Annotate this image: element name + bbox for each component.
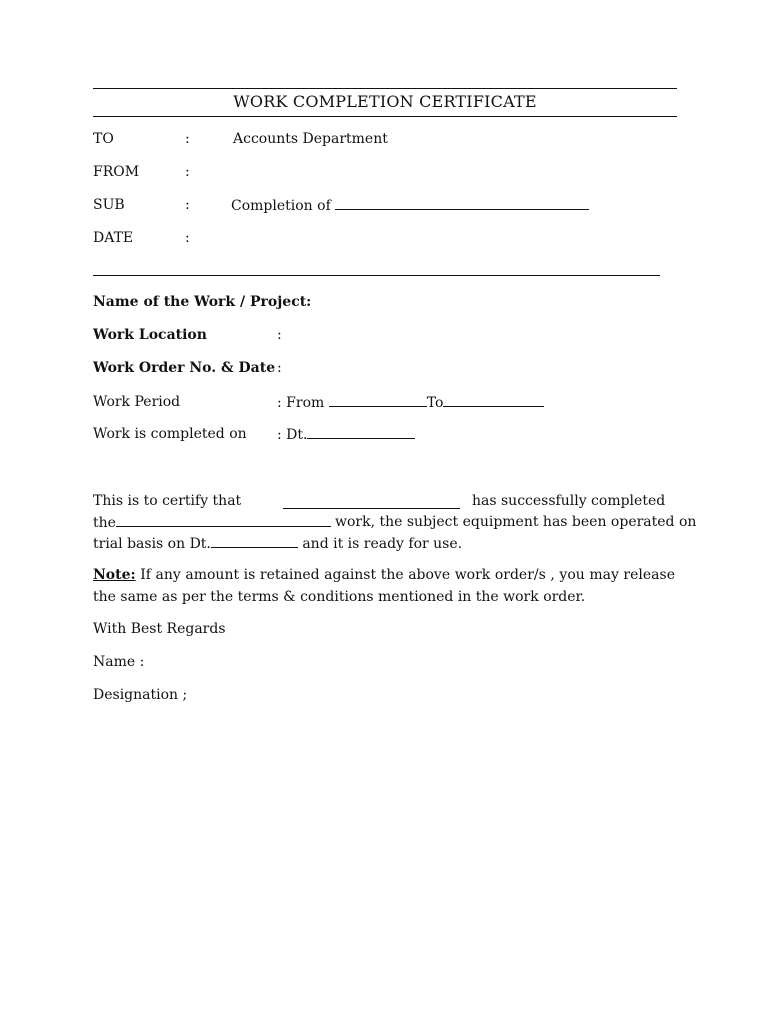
note-label: Note: (93, 567, 136, 583)
sub-value (231, 195, 589, 216)
certify-ready: and it is ready for use. (302, 536, 463, 552)
project-label: Name of the Work / Project: (93, 294, 312, 310)
date-label: DATE (93, 230, 134, 246)
title-top-rule (93, 88, 677, 89)
from-colon: : (185, 164, 190, 180)
location-colon: : (277, 327, 282, 343)
completed-dt: : Dt. (277, 427, 308, 443)
certify-line-1-end: has successfully completed (472, 493, 666, 509)
separator-line (93, 275, 660, 276)
certify-name-blank (283, 494, 460, 509)
period-range (277, 392, 544, 413)
completed-label: Work is completed on (93, 426, 247, 442)
sub-colon: : (185, 197, 190, 213)
name-line: Name : (93, 654, 145, 670)
sub-value-text: Completion of (231, 198, 331, 214)
document-title: WORK COMPLETION CERTIFICATE (233, 92, 537, 111)
certify-the: the (93, 515, 116, 531)
period-from: : From (277, 395, 325, 411)
date-colon: : (185, 230, 190, 246)
to-colon: : (185, 131, 190, 147)
certify-line-3 (93, 533, 462, 554)
certify-work-blank (116, 512, 331, 527)
certify-trial: trial basis on Dt. (93, 536, 211, 552)
certify-date-blank (211, 533, 298, 548)
certify-line-2 (93, 512, 331, 533)
completed-blank (307, 424, 415, 439)
location-label: Work Location (93, 327, 207, 343)
period-label: Work Period (93, 394, 181, 410)
note-text: If any amount is retained against the above work order/s , you may release the same as per the terms & conditions mentioned in the work order. (93, 567, 675, 605)
certify-line-2-end: work, the subject equipment has been operated on (335, 514, 697, 530)
order-label: Work Order No. & Date (93, 360, 276, 376)
period-from-blank (329, 392, 427, 407)
completed-date (277, 424, 415, 445)
title-bottom-rule (93, 116, 677, 117)
regards: With Best Regards (93, 621, 226, 637)
designation-line: Designation ; (93, 687, 188, 703)
period-to-blank (443, 392, 544, 407)
to-label: TO (93, 131, 114, 147)
period-to: To (426, 395, 444, 411)
certify-line-1-start: This is to certify that (93, 493, 242, 509)
sub-label: SUB (93, 197, 125, 213)
to-value: Accounts Department (233, 131, 388, 147)
from-label: FROM (93, 164, 140, 180)
order-colon: : (277, 360, 282, 376)
sub-blank (335, 195, 589, 210)
note-paragraph (93, 565, 675, 608)
